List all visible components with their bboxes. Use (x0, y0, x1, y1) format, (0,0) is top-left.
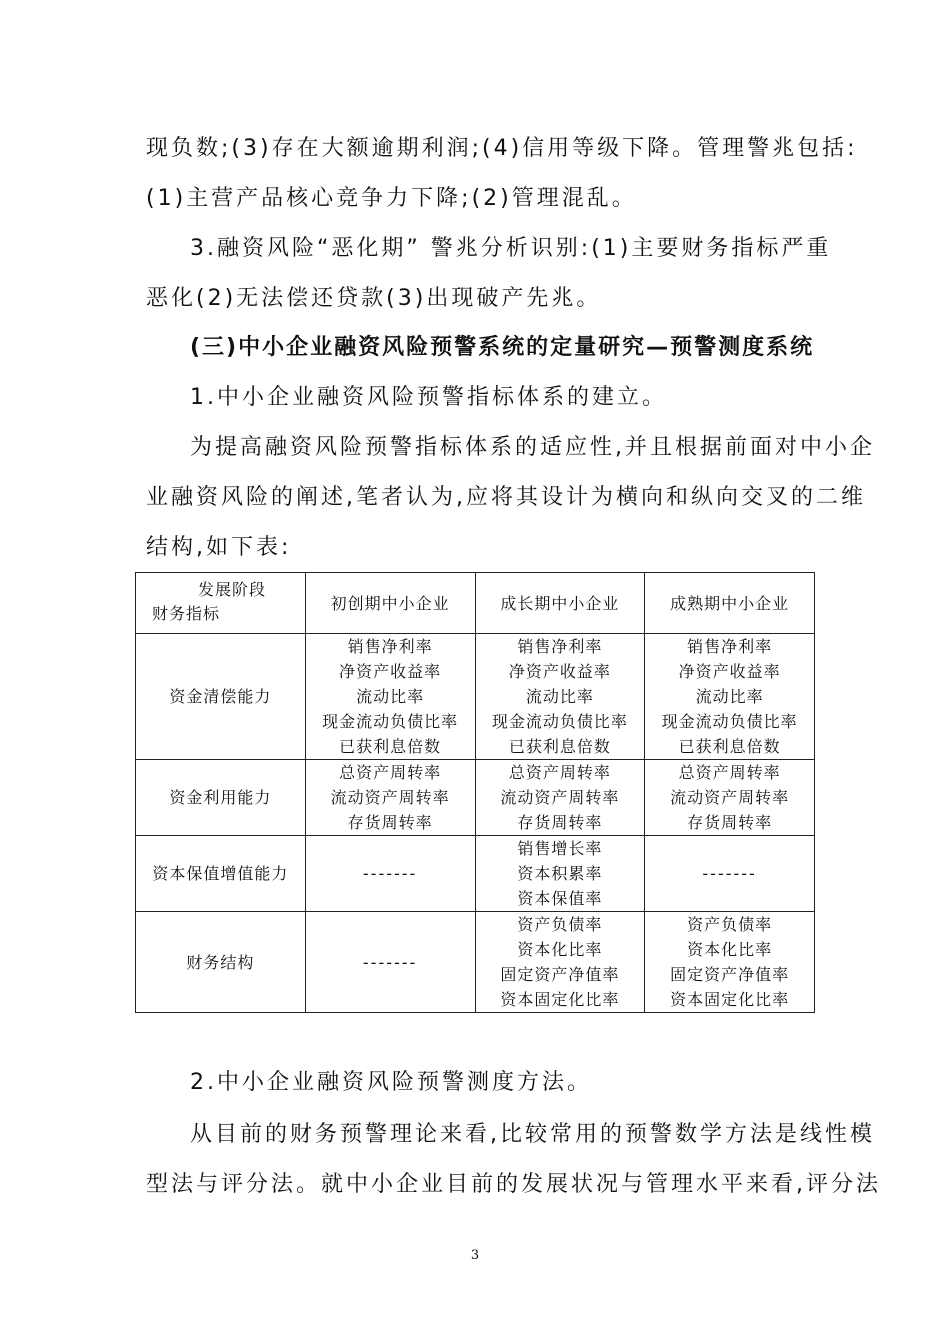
indicator-item: 流动资产周转率 (500, 788, 620, 807)
indicator-item: 现金流动负债比率 (661, 712, 798, 731)
table-row (136, 912, 815, 1013)
indicator-item: 资本积累率 (517, 864, 603, 883)
table-cell-empty (305, 912, 475, 1013)
indicator-item: 存货周转率 (517, 813, 603, 832)
indicator-item: 流动比率 (695, 687, 764, 706)
table-cell (475, 836, 645, 912)
indicator-item: 已获利息倍数 (508, 737, 611, 756)
table-row (136, 634, 815, 760)
paragraph-line: 为提高融资风险预警指标体系的适应性,并且根据前面对中小企 (190, 435, 875, 460)
indicator-item: 资本固定化比率 (500, 990, 620, 1009)
indicator-item: 总资产周转率 (508, 763, 611, 782)
column-header: 初创期中小企业 (305, 573, 475, 634)
indicator-item: 已获利息倍数 (339, 737, 442, 756)
row-label: 财务结构 (136, 912, 306, 1013)
table-row (136, 760, 815, 836)
indicator-item: 存货周转率 (347, 813, 433, 832)
paragraph-line: 3.融资风险“恶化期” 警兆分析识别:(1)主要财务指标严重 (190, 236, 832, 261)
indicator-item: 销售净利率 (687, 637, 773, 656)
table-cell (305, 760, 475, 836)
indicator-item: 销售增长率 (517, 839, 603, 858)
paragraph-line: 型法与评分法。就中小企业目前的发展状况与管理水平来看,评分法 (146, 1172, 881, 1197)
page-number: 3 (470, 1248, 480, 1263)
empty-dash: ------- (702, 864, 757, 883)
indicator-item: 现金流动负债比率 (322, 712, 459, 731)
indicator-item: 资产负债率 (687, 915, 773, 934)
paragraph-line: 结构,如下表: (146, 535, 292, 560)
corner-label-indicator: 财务指标 (152, 604, 221, 623)
table-cell (305, 634, 475, 760)
indicator-item: 资产负债率 (517, 915, 603, 934)
table-cell (645, 760, 815, 836)
table-header-row (136, 573, 815, 634)
indicator-item: 销售净利率 (347, 637, 433, 656)
paragraph-line: 现负数;(3)存在大额逾期利润;(4)信用等级下降。管理警兆包括: (146, 136, 858, 161)
column-header: 成熟期中小企业 (645, 573, 815, 634)
row-label: 资金清偿能力 (136, 634, 306, 760)
section-heading: (三)中小企业融资风险预警系统的定量研究—预警测度系统 (190, 335, 815, 360)
indicator-item: 流动资产周转率 (330, 788, 450, 807)
paragraph-line: (1)主营产品核心竞争力下降;(2)管理混乱。 (146, 186, 637, 211)
table-cell (475, 760, 645, 836)
indicator-item: 销售净利率 (517, 637, 603, 656)
indicator-item: 总资产周转率 (678, 763, 781, 782)
row-label: 资金利用能力 (136, 760, 306, 836)
indicator-item: 资本化比率 (517, 940, 603, 959)
list-item-heading: 2.中小企业融资风险预警测度方法。 (190, 1070, 592, 1095)
paragraph-line: 从目前的财务预警理论来看,比较常用的预警数学方法是线性模 (190, 1122, 875, 1147)
table-cell (475, 912, 645, 1013)
table-row (136, 836, 815, 912)
table-cell-empty (305, 836, 475, 912)
empty-dash: ------- (362, 952, 418, 972)
indicator-item: 固定资产净值率 (670, 965, 790, 984)
indicator-item: 流动比率 (525, 687, 594, 706)
indicator-item: 资本固定化比率 (670, 990, 790, 1009)
row-label: 资本保值增值能力 (136, 836, 306, 912)
indicator-item: 净资产收益率 (339, 662, 442, 681)
indicator-item: 现金流动负债比率 (491, 712, 628, 731)
table-cell (645, 634, 815, 760)
table-cell-empty (645, 836, 815, 912)
table-corner-cell (136, 573, 306, 634)
indicator-table (135, 572, 815, 1013)
indicator-item: 固定资产净值率 (500, 965, 620, 984)
table-cell (645, 912, 815, 1013)
indicator-item: 资本化比率 (687, 940, 773, 959)
indicator-item: 已获利息倍数 (678, 737, 781, 756)
corner-label-stage: 发展阶段 (198, 580, 267, 599)
paragraph-line: 恶化(2)无法偿还贷款(3)出现破产先兆。 (146, 286, 602, 311)
indicator-item: 存货周转率 (687, 813, 773, 832)
indicator-item: 资本保值率 (517, 889, 603, 908)
empty-dash: ------- (362, 864, 418, 883)
indicator-item: 净资产收益率 (678, 662, 781, 681)
indicator-item: 流动比率 (356, 687, 425, 706)
table-cell (475, 634, 645, 760)
indicator-item: 总资产周转率 (339, 763, 442, 782)
indicator-item: 净资产收益率 (508, 662, 611, 681)
column-header: 成长期中小企业 (475, 573, 645, 634)
indicator-item: 流动资产周转率 (670, 788, 790, 807)
list-item-heading: 1.中小企业融资风险预警指标体系的建立。 (190, 385, 667, 410)
paragraph-line: 业融资风险的阐述,笔者认为,应将其设计为横向和纵向交叉的二维 (146, 485, 866, 510)
